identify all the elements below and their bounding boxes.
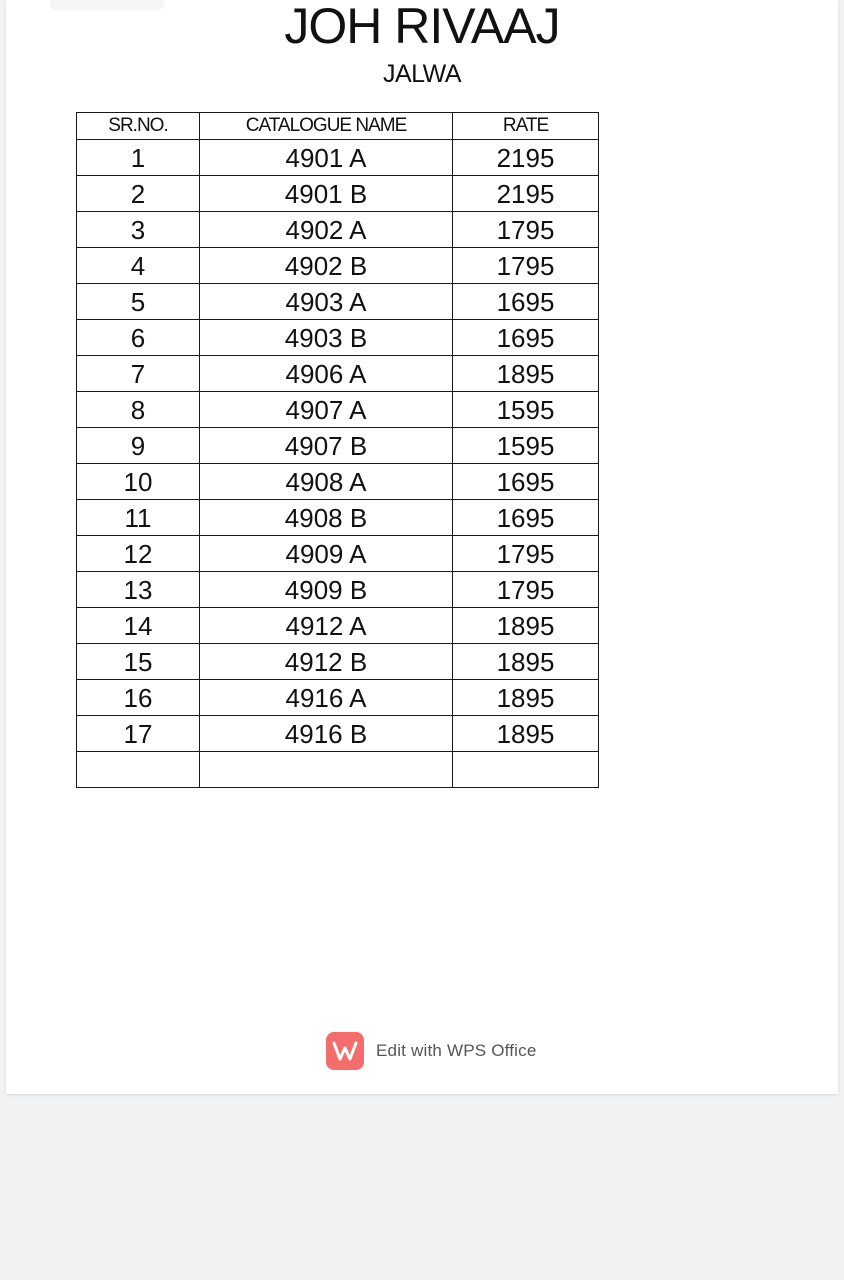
- cell-catalogue-name: 4903 B: [200, 320, 453, 356]
- cell-sr-no: 10: [77, 464, 200, 500]
- cell-catalogue-name: 4901 B: [200, 176, 453, 212]
- table-row: [77, 284, 599, 320]
- cell-rate: 1895: [453, 680, 599, 716]
- column-header-catalogue-name: CATALOGUE NAME: [200, 113, 453, 140]
- cell-catalogue-name: 4909 B: [200, 572, 453, 608]
- cell-rate: 1795: [453, 572, 599, 608]
- cell-catalogue-name: 4908 B: [200, 500, 453, 536]
- cell-sr-no: 6: [77, 320, 200, 356]
- cell-rate: 1795: [453, 212, 599, 248]
- table-row: [77, 212, 599, 248]
- table-row: [77, 428, 599, 464]
- cell-sr-no: 5: [77, 284, 200, 320]
- table-row: [77, 464, 599, 500]
- cell-sr-no: 9: [77, 428, 200, 464]
- wps-edit-label: Edit with WPS Office: [376, 1041, 537, 1060]
- table-body: [77, 140, 599, 788]
- cell-catalogue-name: 4916 A: [200, 680, 453, 716]
- table-row: [77, 140, 599, 176]
- table-row: [77, 248, 599, 284]
- table-row: [77, 608, 599, 644]
- cell-sr-no: 1: [77, 140, 200, 176]
- table-row: [77, 356, 599, 392]
- column-header-rate: RATE: [453, 113, 599, 140]
- table-row: [77, 752, 599, 788]
- cell-catalogue-name: 4907 B: [200, 428, 453, 464]
- cell-catalogue-name: 4906 A: [200, 356, 453, 392]
- cell-sr-no: 8: [77, 392, 200, 428]
- table-row: [77, 176, 599, 212]
- cell-rate: 1595: [453, 392, 599, 428]
- cell-catalogue-name: 4908 A: [200, 464, 453, 500]
- document-subtitle: JALWA: [382, 60, 462, 88]
- cell-sr-no: 3: [77, 212, 200, 248]
- cell-sr-no: 7: [77, 356, 200, 392]
- cell-catalogue-name: 4901 A: [200, 140, 453, 176]
- wps-logo-icon: [326, 1032, 364, 1070]
- wps-edit-link[interactable]: [326, 1032, 537, 1070]
- cell-sr-no: 14: [77, 608, 200, 644]
- column-header-sr-no: SR.NO.: [77, 113, 200, 140]
- table-row: [77, 572, 599, 608]
- cell-catalogue-name: 4903 A: [200, 284, 453, 320]
- cell-rate: 1795: [453, 536, 599, 572]
- cell-sr-no: 2: [77, 176, 200, 212]
- cell-rate: 1695: [453, 320, 599, 356]
- table-row: [77, 320, 599, 356]
- cell-rate: 2195: [453, 140, 599, 176]
- document-title: JOH RIVAAJ: [284, 0, 560, 54]
- cell-catalogue-name: [200, 752, 453, 788]
- cell-sr-no: 13: [77, 572, 200, 608]
- cell-sr-no: 15: [77, 644, 200, 680]
- table-row: [77, 500, 599, 536]
- cell-catalogue-name: 4912 B: [200, 644, 453, 680]
- cell-rate: 1595: [453, 428, 599, 464]
- cell-rate: 1795: [453, 248, 599, 284]
- cell-sr-no: 11: [77, 500, 200, 536]
- cell-catalogue-name: 4902 B: [200, 248, 453, 284]
- document-page: [6, 0, 838, 1094]
- cell-rate: [453, 752, 599, 788]
- cell-catalogue-name: 4916 B: [200, 716, 453, 752]
- cell-catalogue-name: 4912 A: [200, 608, 453, 644]
- cell-sr-no: 12: [77, 536, 200, 572]
- cell-catalogue-name: 4909 A: [200, 536, 453, 572]
- table-row: [77, 536, 599, 572]
- cell-rate: 1895: [453, 644, 599, 680]
- cell-catalogue-name: 4907 A: [200, 392, 453, 428]
- table-row: [77, 392, 599, 428]
- cell-sr-no: 16: [77, 680, 200, 716]
- table-row: [77, 644, 599, 680]
- catalogue-table: [76, 112, 599, 788]
- cell-rate: 1895: [453, 356, 599, 392]
- cell-rate: 2195: [453, 176, 599, 212]
- table-row: [77, 716, 599, 752]
- cell-sr-no: [77, 752, 200, 788]
- table-header-row: [77, 113, 599, 140]
- table-row: [77, 680, 599, 716]
- cell-sr-no: 17: [77, 716, 200, 752]
- cell-rate: 1695: [453, 500, 599, 536]
- cell-rate: 1895: [453, 716, 599, 752]
- cell-sr-no: 4: [77, 248, 200, 284]
- cell-rate: 1695: [453, 284, 599, 320]
- cell-rate: 1695: [453, 464, 599, 500]
- cell-rate: 1895: [453, 608, 599, 644]
- cell-catalogue-name: 4902 A: [200, 212, 453, 248]
